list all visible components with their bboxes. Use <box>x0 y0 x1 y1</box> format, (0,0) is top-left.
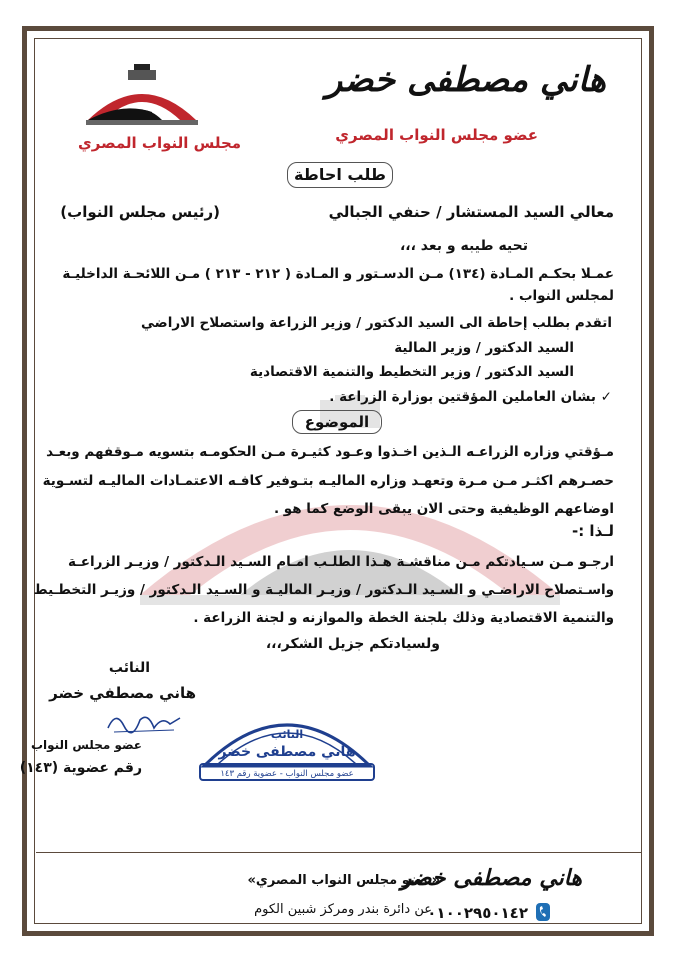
footer-phone: ٠١٠٠٢٩٥٠١٤٢ <box>427 904 528 922</box>
subject-heading: الموضوع <box>292 410 382 434</box>
plea-line-3: والتنمية الاقتصادية وذلك بلجنة الخطة والموازنه و لجنة الزراعة . <box>193 610 614 626</box>
phone-icon <box>534 902 552 922</box>
document-title: طلب احاطة <box>287 162 393 188</box>
request-line-2: السيد الدكتور / وزير المالية <box>394 340 574 356</box>
recipient-name: معالي السيد المستشار / حنفي الجبالي <box>328 203 614 221</box>
plea-line-1: ارجـو مـن سـيادتكم مـن مناقشـة هـذا الطلـب امـام السـيد الـدكتور / وزيـر الزراعـة <box>67 554 614 570</box>
signature-title: النائب <box>108 660 150 676</box>
member-name-heading: هاني مصطفى خضر <box>325 60 606 100</box>
logo-caption: مجلس النواب المصري <box>78 134 242 152</box>
check-icon: ✓ <box>595 389 612 405</box>
intro-line-2: لمجلس النواب . <box>509 288 614 304</box>
footer-divider <box>36 852 642 853</box>
handwritten-signature-icon <box>104 706 184 736</box>
request-line-3: السيد الدكتور / وزير التخطيط والتنمية الاقتصادية <box>249 364 574 380</box>
signature-name: هاني مصطفي خضر <box>49 684 196 702</box>
greeting: تحيه طيبه و بعد ،،، <box>399 238 528 254</box>
concerning-text: بشان العاملين المؤقتين بوزارة الزراعة . <box>329 389 596 405</box>
svg-text:عضو مجلس النواب - عضوية رقم ١٤: عضو مجلس النواب - عضوية رقم ١٤٣ <box>220 769 354 779</box>
subject-line-3: اوضاعهم الوظيفية وحتى الان يبقى الوضع كما هو . <box>273 501 614 517</box>
subject-line-1: مـؤقتي وزاره الزراعـه الـذين اخـذوا وعـود كثيـرة مـن الحكومـه بتسويه مـوقفهم وبعـد <box>46 444 614 460</box>
intro-line-1: عمـلا بحكـم المـادة (١٣٤) مـن الدسـتور و المـادة ( ٢١٢ - ٢١٣ ) مـن اللائحـة الداخليـة <box>62 266 614 282</box>
footer-member-title: «عضو مجلس النواب المصري» <box>247 873 440 888</box>
request-line-1: اتقدم بطلب إحاطة الى السيد الدكتور / وزير الزراعة واستصلاح الاراضي <box>141 315 612 331</box>
concerning-line <box>329 389 612 405</box>
svg-text:النائب: النائب <box>270 728 304 741</box>
therefore-heading: لـذا :- <box>571 522 614 540</box>
footer-district: عن دائرة بندر ومركز شبين الكوم <box>254 902 432 917</box>
thanks-line: ولسيادتكم جزيل الشكر،،، <box>265 636 440 652</box>
plea-line-2: واسـتصلاح الاراضـي و السـيد الـدكتور / وزيـر الماليـة و السـيد الـدكتور / وزيـر التخطـيط <box>33 582 614 598</box>
member-banner: عضو مجلس النواب المصري <box>335 126 538 144</box>
svg-text:هاني مصطفى خضر: هاني مصطفى خضر <box>218 744 356 760</box>
signature-role: عضو مجلس النواب <box>30 738 142 752</box>
footer-member-name: هاني مصطفى خضر <box>400 866 582 891</box>
subject-line-2: حصـرهم اكثـر مـن مـرة وتعهـد وزاره الماليـه بتـوفير كافـه الاعتمـادات الماليـه لتسـوية <box>42 473 614 489</box>
signature-membership: رقم عضوية (١٤٣) <box>19 760 142 776</box>
parliament-logo-icon <box>82 62 202 128</box>
official-stamp-icon <box>198 694 376 782</box>
recipient-role: (رئيس مجلس النواب) <box>60 203 220 221</box>
